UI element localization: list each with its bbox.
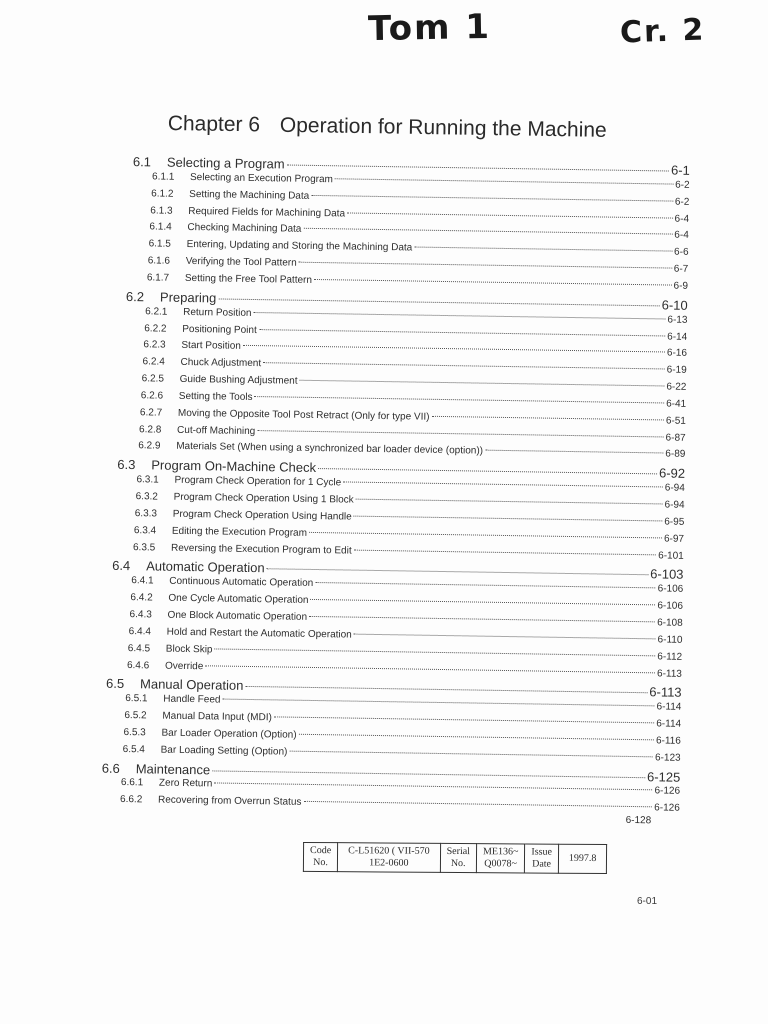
code-value-line-2: 1E2-0600 <box>369 857 409 869</box>
toc-title: Chuck Adjustment <box>180 357 262 370</box>
toc-leader-dots <box>259 329 665 336</box>
code-label-line-1: Code <box>310 844 332 857</box>
toc-page: 6-19 <box>666 364 687 377</box>
toc-page: 6-16 <box>666 347 688 360</box>
toc-subsection-row <box>141 390 686 410</box>
toc-leader-dots <box>274 716 654 723</box>
toc-leader-dots <box>309 532 662 539</box>
toc-subsection-row <box>123 744 681 764</box>
toc-page: 6-4 <box>674 213 690 225</box>
toc-subsection-row <box>130 609 683 629</box>
toc-title: Override <box>164 660 204 672</box>
toc-subsection-row <box>127 660 682 680</box>
toc-leader-dots <box>335 178 673 184</box>
toc-title: Cut-off Machining <box>177 424 256 437</box>
code-label-line-2: No. <box>313 857 328 869</box>
toc-number: 6.6.1 <box>120 777 144 789</box>
toc-number: 6.2.4 <box>142 356 165 368</box>
issue-date-value: 1997.8 <box>568 852 597 864</box>
toc-number: 6.5 <box>105 676 125 692</box>
toc-page: 6-103 <box>650 566 684 583</box>
toc-subsection-row <box>143 340 687 360</box>
toc-subsection-row <box>149 222 688 241</box>
toc-page: 6-9 <box>673 280 689 292</box>
toc-title: Verifying the Tool Pattern <box>185 256 297 269</box>
toc-leader-dots <box>485 450 663 454</box>
toc-number: 6.3.5 <box>132 541 156 554</box>
toc-page: 6-113 <box>657 667 683 680</box>
toc-leader-dots <box>414 247 672 252</box>
toc-title: Positioning Point <box>182 323 257 336</box>
toc-page: 6-114 <box>656 718 682 730</box>
toc-title: Program Check Operation Using Handle <box>172 508 352 523</box>
toc-leader-dots <box>215 648 656 656</box>
toc-leader-dots <box>299 734 654 741</box>
toc-number: 6.5.1 <box>125 693 148 705</box>
toc-number: 6.2 <box>125 288 145 305</box>
toc-title: Entering, Updating and Storing the Machining Data <box>186 239 413 254</box>
toc-page: 6-87 <box>665 432 686 444</box>
toc-leader-dots <box>212 770 645 778</box>
toc-title: Setting the Machining Data <box>189 188 310 202</box>
toc-leader-dots <box>354 515 663 521</box>
toc-page: 6-6 <box>674 246 689 259</box>
toc-page: 6-126 <box>654 802 680 815</box>
toc-title: One Cycle Automatic Operation <box>168 592 309 606</box>
toc-subsection-row <box>151 188 689 207</box>
toc-leader-dots <box>267 569 649 576</box>
toc-leader-dots <box>263 362 665 369</box>
toc-number: 6.4.5 <box>127 642 151 655</box>
toc-subsection-row <box>138 441 685 461</box>
toc-title: Recovering from Overrun Status <box>157 794 302 809</box>
toc-number: 6.5.2 <box>124 710 147 722</box>
toc-title: Required Fields for Machining Data <box>188 205 346 219</box>
toc-number: 6.2.1 <box>145 305 168 318</box>
toc-leader-dots <box>314 279 672 286</box>
serial-label-line-2: No. <box>450 857 466 870</box>
toc-subsection-row <box>120 794 680 814</box>
toc-leader-dots <box>309 616 655 622</box>
toc-number: 6.1 <box>132 154 152 170</box>
toc-leader-dots <box>245 686 647 693</box>
toc-subsection-row <box>134 525 684 545</box>
toc-title: Setting the Free Tool Pattern <box>184 272 313 286</box>
toc-number: 6.2.3 <box>143 339 166 351</box>
chapter-heading: Operation for Running the Machine <box>279 113 607 142</box>
toc-subsection-row <box>139 424 686 444</box>
toc-page: 6-114 <box>656 701 682 713</box>
toc-number: 6.3.2 <box>135 491 158 503</box>
serial-label-line-1: Serial <box>446 845 471 858</box>
toc-leader-dots <box>257 430 663 437</box>
toc-title: Checking Machining Data <box>187 222 302 236</box>
toc-subsection-row <box>150 205 689 224</box>
toc-number: 6.3 <box>117 457 136 473</box>
toc-title: Preparing <box>159 289 217 306</box>
toc-page: 6-125 <box>646 768 681 785</box>
handwritten-part-label: Cr. 2 <box>619 12 706 51</box>
toc-subsection-row <box>135 508 685 528</box>
toc-title: Return Position <box>183 306 252 319</box>
toc-leader-dots <box>223 699 655 707</box>
toc-page: 6-94 <box>664 499 685 511</box>
toc-leader-dots <box>214 783 652 791</box>
toc-title: Block Skip <box>165 643 213 656</box>
toc-number: 6.1.7 <box>146 272 170 284</box>
toc-number: 6.2.9 <box>138 440 161 452</box>
toc-number: 6.4 <box>112 558 131 574</box>
toc-number: 6.1.2 <box>151 188 174 200</box>
toc-title: Program On-Machine Check <box>151 457 317 476</box>
serial-label-cell <box>440 843 477 872</box>
issue-label-line-1: Issue <box>531 846 552 858</box>
toc-page: 6-92 <box>658 465 686 482</box>
toc-number: 6.6 <box>101 760 120 776</box>
toc-number: 6.1.1 <box>151 171 175 183</box>
toc-number: 6.4.1 <box>131 575 154 587</box>
toc-title: Bar Loading Setting (Option) <box>160 744 288 758</box>
toc-leader-dots <box>347 212 673 218</box>
toc-page: 6-4 <box>674 229 689 242</box>
toc-number: 6.4.4 <box>128 625 152 638</box>
toc-leader-dots <box>300 380 665 387</box>
toc-leader-dots <box>318 468 657 474</box>
issue-label-cell <box>525 844 559 873</box>
toc-leader-dots <box>432 416 664 421</box>
toc-title: Bar Loader Operation (Option) <box>161 727 297 741</box>
toc-leader-dots <box>315 582 655 588</box>
code-label-cell <box>303 842 337 871</box>
issue-label-line-2: Date <box>532 858 552 870</box>
toc-number: 6.3.3 <box>134 508 158 520</box>
document-code-table <box>303 842 608 874</box>
toc-title: Materials Set (When using a synchronized bar loader device (option)) <box>176 441 484 458</box>
toc-page: 6-106 <box>657 600 684 612</box>
toc-subsection-row <box>128 643 682 663</box>
toc-number: 6.6.2 <box>119 794 143 806</box>
toc-leader-dots <box>243 345 665 353</box>
toc-title: Maintenance <box>135 760 211 777</box>
toc-leader-dots <box>303 228 672 235</box>
toc-page: 6-116 <box>655 735 681 747</box>
toc-title: Start Position <box>181 340 241 353</box>
toc-title: Program Check Operation for 1 Cycle <box>174 474 342 489</box>
toc-number: 6.1.4 <box>149 221 172 234</box>
toc-title: Hold and Restart the Automatic Operation <box>166 626 352 641</box>
toc-title: Zero Return <box>158 778 213 790</box>
toc-subsection-row <box>140 407 686 427</box>
toc-title: Manual Data Input (MDI) <box>162 710 272 724</box>
toc-page: 6-2 <box>675 179 690 191</box>
toc-number: 6.2.2 <box>144 322 167 335</box>
toc-subsection-row <box>142 373 687 393</box>
toc-page: 6-108 <box>657 617 683 629</box>
issue-date-cell <box>558 844 607 873</box>
toc-number: 6.4.2 <box>130 592 153 604</box>
serial-value-line-2: Q0078~ <box>484 858 517 870</box>
toc-subsection-row <box>144 323 687 343</box>
handwritten-volume-label: Tom 1 <box>367 6 492 50</box>
toc-final-page: 6-128 <box>625 815 652 827</box>
toc-number: 6.2.8 <box>139 423 162 436</box>
toc-leader-dots <box>356 499 663 505</box>
toc-title: Setting the Tools <box>178 390 253 403</box>
toc-page: 6-113 <box>649 684 682 701</box>
toc-page: 6-13 <box>667 314 688 326</box>
code-value-cell <box>338 843 441 873</box>
toc-page: 6-89 <box>665 448 686 461</box>
serial-value-line-1: ME136~ <box>482 846 519 858</box>
toc-leader-dots <box>299 262 672 269</box>
toc-title: Program Check Operation Using 1 Block <box>173 491 354 506</box>
toc-title: Editing the Execution Program <box>171 525 308 539</box>
code-value-line-1: C-L51620 ( VII-570 <box>348 845 430 857</box>
toc-leader-dots <box>311 195 673 202</box>
toc-page: 6-94 <box>664 482 685 494</box>
toc-page: 6-101 <box>658 549 684 562</box>
toc-leader-dots <box>354 633 656 639</box>
toc-number: 6.4.6 <box>126 659 150 671</box>
toc-number: 6.1.5 <box>148 238 171 250</box>
toc-leader-dots <box>354 549 657 555</box>
toc-subsection-row <box>129 626 683 646</box>
toc-title: One Block Automatic Operation <box>167 609 308 623</box>
toc-title: Handle Feed <box>163 693 221 706</box>
toc-subsection-row <box>133 542 684 562</box>
toc-leader-dots <box>303 801 652 807</box>
toc-subsection-row <box>123 727 680 747</box>
toc-page: 6-41 <box>666 398 687 410</box>
toc-title: Manual Operation <box>139 676 244 694</box>
toc-page: 6-106 <box>657 583 684 596</box>
toc-subsection-row <box>148 255 689 274</box>
toc-page: 6-10 <box>661 297 688 313</box>
toc-number: 6.5.3 <box>123 726 146 739</box>
toc-page: 6-123 <box>654 752 681 764</box>
toc-number: 6.2.5 <box>141 373 165 385</box>
toc-leader-dots <box>218 298 659 306</box>
toc-subsection-row <box>136 491 685 511</box>
toc-page: 6-7 <box>673 263 689 275</box>
toc-number: 6.5.4 <box>122 743 146 756</box>
toc-title: Automatic Operation <box>146 558 265 576</box>
toc-title: Moving the Opposite Tool Post Retract (Only for type VII) <box>177 407 430 423</box>
toc-subsection-row <box>142 356 686 376</box>
toc-subsection-row <box>130 592 683 612</box>
toc-leader-dots <box>255 396 665 403</box>
toc-number: 6.3.1 <box>136 474 159 486</box>
toc-page: 6-51 <box>665 415 686 427</box>
toc-leader-dots <box>287 165 669 172</box>
toc-title: Continuous Automatic Operation <box>169 575 314 590</box>
toc-page: 6-112 <box>657 651 683 663</box>
toc-number: 6.1.6 <box>147 255 171 267</box>
toc-page: 6-22 <box>666 381 687 393</box>
chapter-number: Chapter 6 <box>167 112 261 137</box>
toc-number: 6.4.3 <box>129 609 152 621</box>
toc-title: Selecting a Program <box>166 154 285 172</box>
toc-page: 6-1 <box>670 162 690 178</box>
toc-number: 6.3.4 <box>133 524 157 537</box>
toc-subsection-row <box>149 239 689 258</box>
toc-subsection-row <box>147 272 688 291</box>
toc-leader-dots <box>343 482 663 488</box>
page-number: 6-01 <box>637 896 658 907</box>
serial-value-cell <box>476 844 525 873</box>
toc-number: 6.2.7 <box>139 406 163 419</box>
toc-page: 6-14 <box>667 331 688 343</box>
toc-leader-dots <box>289 750 653 757</box>
toc-title: Reversing the Execution Program to Edit <box>170 542 352 557</box>
toc-page: 6-95 <box>664 516 685 528</box>
toc-title: Guide Bushing Adjustment <box>179 373 298 387</box>
toc-number: 6.2.6 <box>140 390 164 402</box>
toc-leader-dots <box>311 599 656 605</box>
toc-page: 6-97 <box>663 533 685 545</box>
toc-title: Selecting an Execution Program <box>189 171 333 186</box>
toc-page: 6-126 <box>654 785 681 798</box>
toc-subsection-row <box>124 710 681 730</box>
toc-page: 6-2 <box>674 196 690 208</box>
toc-leader-dots <box>254 312 666 319</box>
toc-leader-dots <box>205 665 655 673</box>
toc-number: 6.1.3 <box>150 204 173 217</box>
toc-page: 6-110 <box>657 634 683 646</box>
